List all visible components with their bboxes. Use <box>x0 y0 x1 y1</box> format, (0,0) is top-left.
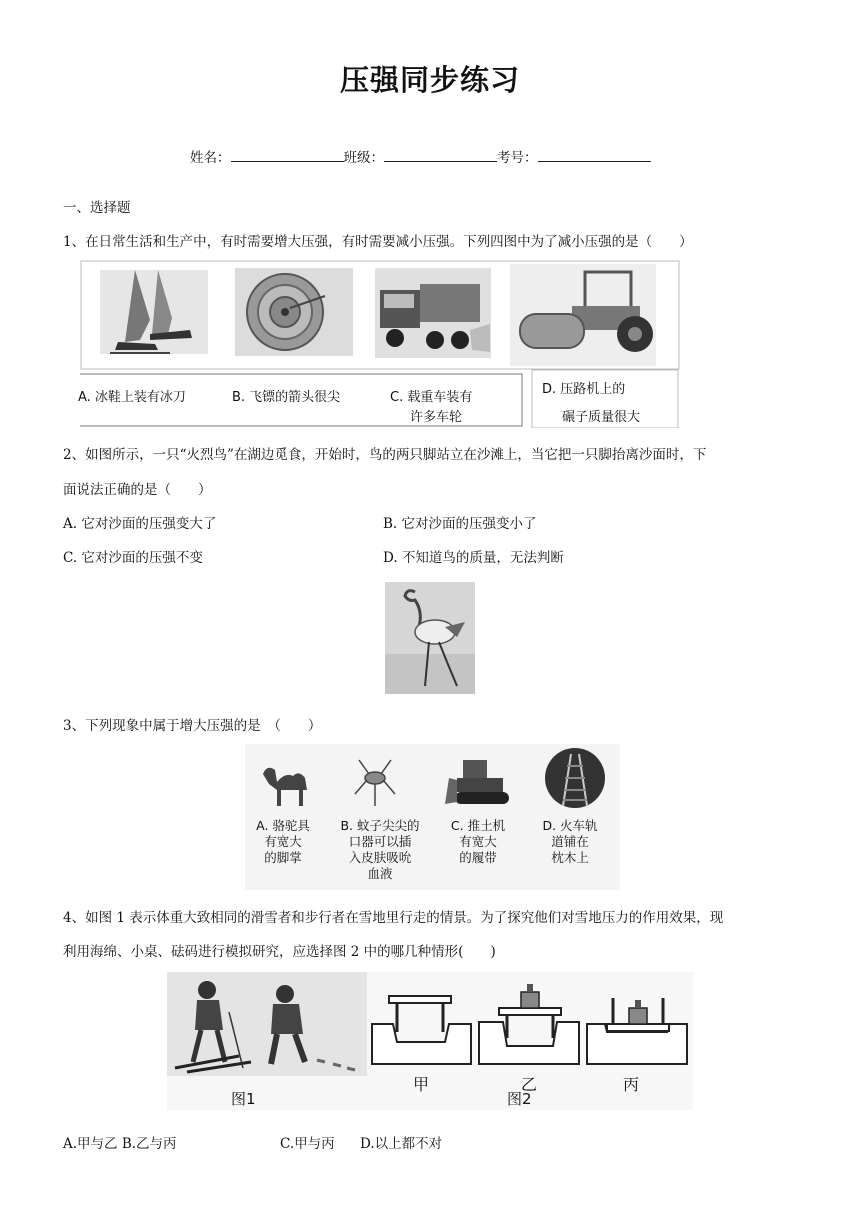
q3-option-a-label <box>247 818 319 866</box>
q2-option-b: B. 它对沙面的压强变小了 <box>383 516 537 532</box>
fig-label-jia: 甲 <box>413 1075 430 1094</box>
ice-skate-image <box>100 270 208 354</box>
flamingo-image <box>385 582 475 694</box>
class-blank[interactable] <box>384 149 497 162</box>
q3-b-line1: B. 蚊子尖尖的 <box>340 818 420 833</box>
fig-label-bing: 丙 <box>623 1075 640 1094</box>
q3-stem: 3、下列现象中属于增大压强的是 （ ） <box>63 718 322 734</box>
q3-option-b-label <box>333 818 427 882</box>
q2-stem-line1: 2、如图所示，一只“火烈鸟”在湖边觅食，开始时，鸟的两只脚站立在沙滩上，当它把一只脚抬离沙面时，下 <box>63 447 707 463</box>
student-info-line <box>190 146 651 166</box>
q2-option-a: A. 它对沙面的压强变大了 <box>63 516 217 532</box>
q1-option-b-label: B. 飞镖的箭头很尖 <box>232 390 341 405</box>
q1-figure <box>80 260 680 428</box>
q2-option-d: D. 不知道鸟的质量，无法判断 <box>383 550 564 566</box>
q3-d-line3: 枕木上 <box>551 850 589 865</box>
q3-option-d-label <box>537 818 603 866</box>
q2-option-c: C. 它对沙面的压强不变 <box>63 550 203 566</box>
q3-d-line1: D. 火车轨 <box>542 818 598 833</box>
class-label: 班级： <box>343 150 384 166</box>
skier-walker-image <box>167 972 367 1076</box>
q3-c-line3: 的履带 <box>459 850 497 865</box>
q1-option-c-label: C. 载重车装有 <box>390 390 473 405</box>
road-roller-image <box>510 264 656 366</box>
q3-a-line1: A. 骆驼具 <box>256 818 310 833</box>
exam-number-blank[interactable] <box>538 149 651 162</box>
fig-label-yi: 乙 <box>521 1075 538 1094</box>
q4-stem-line1: 4、如图 1 表示体重大致相同的滑雪者和步行者在雪地里行走的情景。为了探究他们对雪地压力的作用效果，现 <box>63 910 724 926</box>
heavy-truck-image <box>375 268 491 358</box>
q3-b-line2: 口器可以插 <box>348 834 412 849</box>
section-heading: 一、选择题 <box>63 200 131 216</box>
q3-option-c-label <box>445 818 511 866</box>
q3-b-line3: 入皮肤吸吮 <box>348 850 412 865</box>
q3-d-line2: 道铺在 <box>551 834 589 849</box>
railway-track-image <box>545 748 605 808</box>
q3-a-line2: 有宽大 <box>264 834 302 849</box>
exam-number-label: 考号： <box>497 150 538 166</box>
q1-option-a-label: A. 冰鞋上装有冰刀 <box>78 390 186 405</box>
q1-option-c-label-2: 许多车轮 <box>410 410 463 425</box>
q4-stem-line2: 利用海绵、小桌、砝码进行模拟研究，应选择图 2 中的哪几种情形( ) <box>63 944 496 960</box>
q4-option-c: C.甲与丙 <box>280 1136 335 1152</box>
q3-c-line1: C. 推土机 <box>450 818 506 833</box>
fig1-caption: 图1 <box>231 1090 256 1108</box>
dartboard-image <box>235 268 353 356</box>
q3-c-line2: 有宽大 <box>459 834 497 849</box>
q3-a-line3: 的脚掌 <box>264 850 302 865</box>
fig2-caption: 图2 <box>507 1090 532 1108</box>
q1-option-d-label: D. 压路机上的 <box>542 382 626 397</box>
q4-options-ab: A.甲与乙 B.乙与丙 <box>63 1136 177 1152</box>
q3-figure <box>245 744 620 890</box>
q1-stem: 1、在日常生活和生产中，有时需要增大压强，有时需要减小压强。下列四图中为了减小压强的是（ ） <box>63 234 693 250</box>
name-label: 姓名： <box>190 150 231 166</box>
name-blank[interactable] <box>231 149 344 162</box>
q4-figure <box>167 972 693 1110</box>
q1-option-d-label-2: 碾子质量很大 <box>562 410 641 425</box>
page-title: 压强同步练习 <box>339 63 520 97</box>
q2-stem-line2: 面说法正确的是（ ） <box>63 482 212 498</box>
q4-option-d: D.以上都不对 <box>360 1136 443 1152</box>
q3-b-line4: 血液 <box>367 866 393 881</box>
